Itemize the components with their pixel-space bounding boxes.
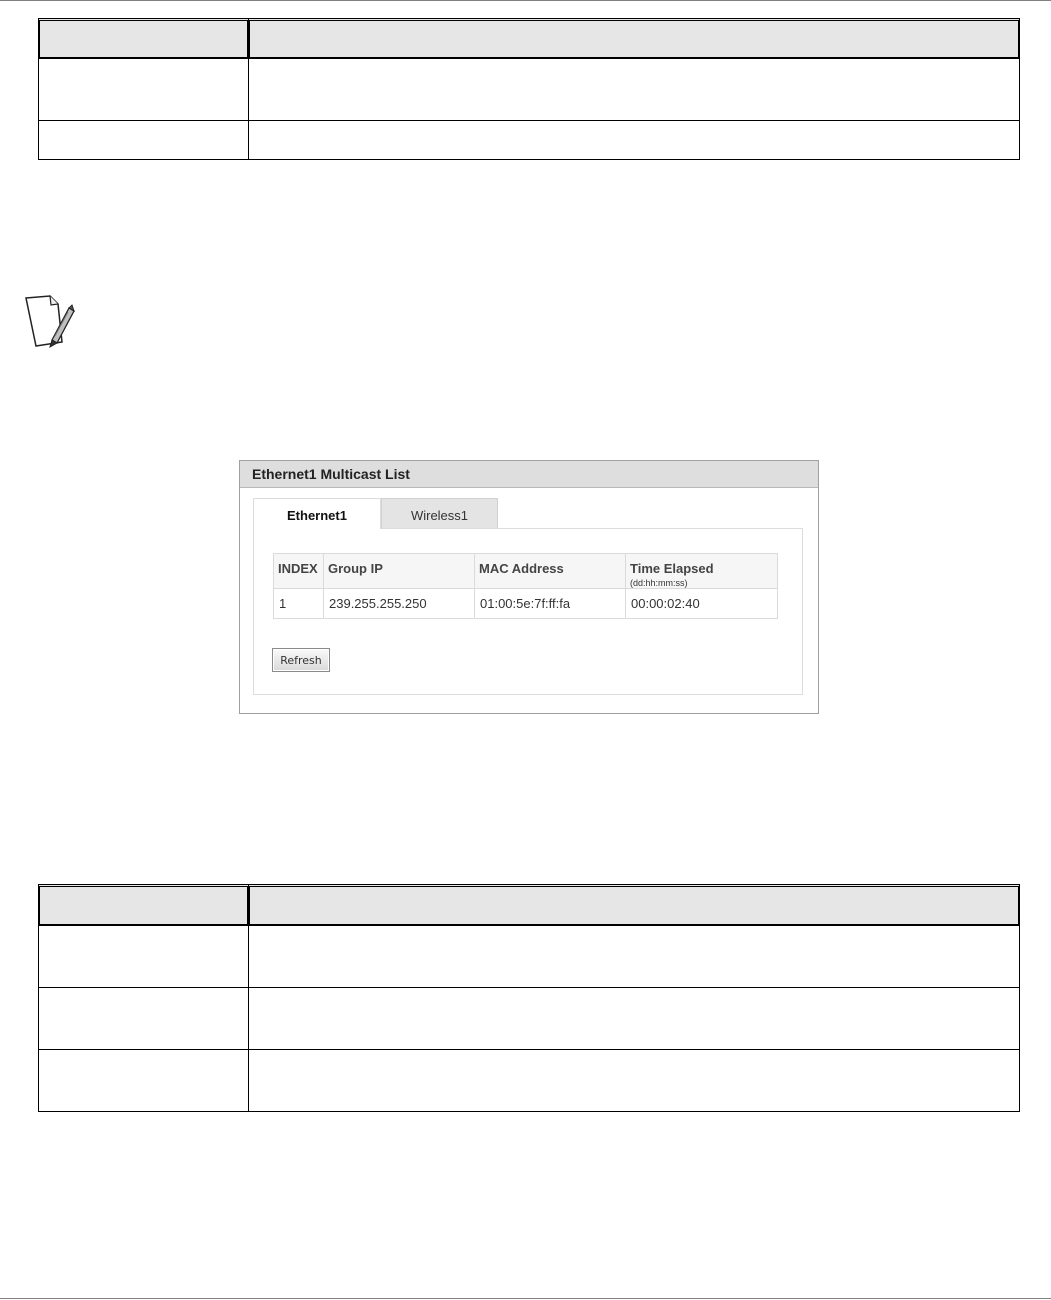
time-elapsed-label: Time Elapsed xyxy=(630,561,714,576)
doc-table-cell xyxy=(39,1050,249,1112)
tab-wireless1[interactable]: Wireless1 xyxy=(381,498,498,528)
doc-table-row xyxy=(39,121,1020,160)
tab-ethernet1[interactable]: Ethernet1 xyxy=(253,498,381,529)
multicast-table xyxy=(273,553,778,619)
doc-table-cell xyxy=(249,1050,1020,1112)
page-top-rule xyxy=(0,0,1051,1)
doc-table-row xyxy=(39,1050,1020,1112)
page-bottom-rule xyxy=(0,1298,1051,1299)
doc-table-top xyxy=(38,18,1020,160)
column-header-index: INDEX xyxy=(274,554,324,589)
doc-table-bottom xyxy=(38,884,1020,1112)
doc-table-row xyxy=(39,926,1020,988)
column-header-group-ip: Group IP xyxy=(324,554,475,589)
table-row xyxy=(274,589,778,619)
doc-table-cell xyxy=(249,121,1020,160)
cell-index: 1 xyxy=(274,589,324,619)
doc-table-cell xyxy=(249,926,1020,988)
doc-table-header-row xyxy=(39,19,1020,59)
doc-table-row xyxy=(39,988,1020,1050)
panel-title: Ethernet1 Multicast List xyxy=(240,461,818,488)
doc-table-cell xyxy=(249,59,1020,121)
note-pencil-icon xyxy=(22,292,76,350)
cell-group-ip: 239.255.255.250 xyxy=(324,589,475,619)
doc-table-header-row xyxy=(39,885,1020,926)
column-header-mac-address: MAC Address xyxy=(475,554,626,589)
multicast-list-panel xyxy=(239,460,819,714)
doc-table-header-cell xyxy=(39,885,249,926)
cell-time-elapsed: 00:00:02:40 xyxy=(626,589,778,619)
cell-mac-address: 01:00:5e:7f:ff:fa xyxy=(475,589,626,619)
doc-table-cell xyxy=(249,988,1020,1050)
doc-table-header-cell xyxy=(249,885,1020,926)
doc-table-cell xyxy=(39,926,249,988)
doc-table-header-cell xyxy=(39,19,249,59)
doc-table-header-cell xyxy=(249,19,1020,59)
table-header-row xyxy=(274,554,778,589)
tab-content xyxy=(253,528,803,695)
doc-table-row xyxy=(39,59,1020,121)
doc-table-cell xyxy=(39,988,249,1050)
doc-table-cell xyxy=(39,121,249,160)
time-format-hint: (dd:hh:mm:ss) xyxy=(630,578,688,588)
doc-table-cell xyxy=(39,59,249,121)
column-header-time-elapsed xyxy=(626,554,778,589)
refresh-button[interactable]: Refresh xyxy=(272,648,330,672)
